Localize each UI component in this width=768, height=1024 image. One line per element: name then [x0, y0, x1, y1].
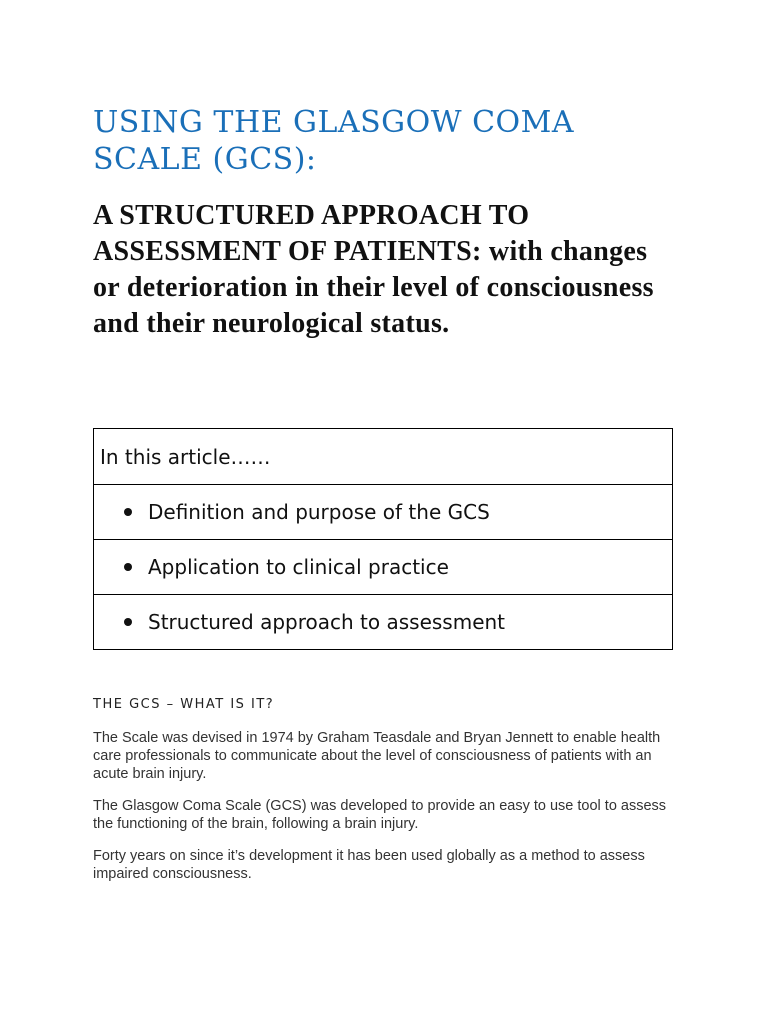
article-box-heading: In this article……	[100, 444, 271, 469]
paragraph: The Scale was devised in 1974 by Graham Teasdale and Bryan Jennett to enable health care professionals to communicate about the level of consciousness of patients with an acute brain injury.	[93, 730, 661, 782]
document-title: USING THE GLASGOW COMA SCALE (GCS):	[93, 105, 575, 177]
article-item	[94, 484, 672, 539]
section-heading: THE GCS – WHAT IS IT?	[93, 697, 275, 712]
bullet-icon	[124, 563, 132, 571]
bullet-icon	[124, 618, 132, 626]
article-contents-box	[93, 428, 673, 650]
document-subtitle: A STRUCTURED APPROACH TO ASSESSMENT OF PATIENTS: with changes or deterioration in their level of consciousness and their neurological status.	[93, 200, 654, 339]
paragraph: The Glasgow Coma Scale (GCS) was developed to provide an easy to use tool to assess the functioning of the brain, following a brain injury.	[93, 798, 667, 832]
article-item	[94, 594, 672, 649]
paragraph: Forty years on since it’s development it has been used globally as a method to assess impaired consciousness.	[93, 848, 645, 882]
article-item	[94, 539, 672, 594]
article-item-label: Structured approach to assessment	[148, 610, 506, 634]
article-item-label: Application to clinical practice	[148, 555, 449, 579]
article-item-label: Definition and purpose of the GCS	[148, 500, 490, 524]
bullet-icon	[124, 508, 132, 516]
